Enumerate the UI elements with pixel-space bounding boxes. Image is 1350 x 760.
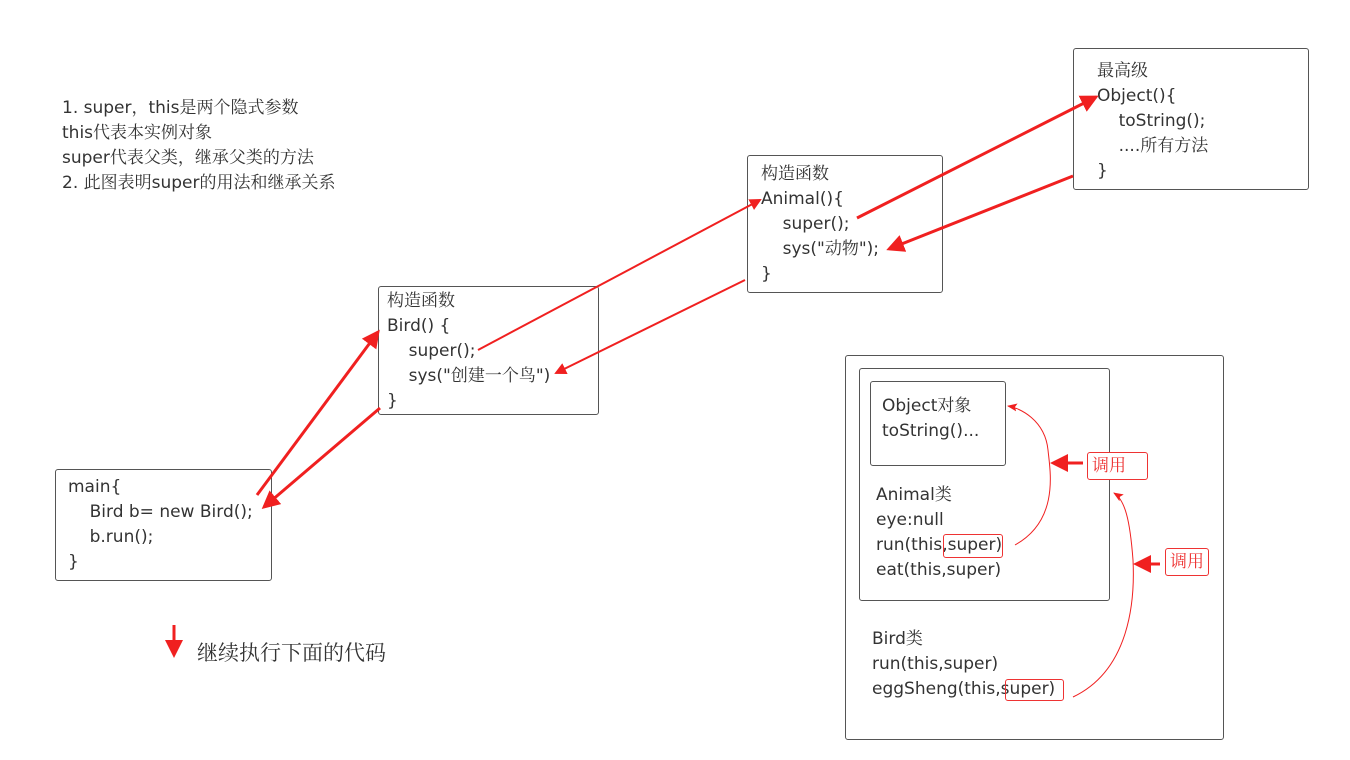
text-line: run(this,super) bbox=[872, 654, 999, 674]
call-arrow bbox=[478, 200, 760, 350]
code-line: 构造函数 bbox=[387, 291, 455, 311]
text-line: toString()... bbox=[882, 421, 980, 441]
code-line: super(); bbox=[761, 214, 850, 234]
code-line: 最高级 bbox=[1097, 61, 1148, 81]
call-curve bbox=[1008, 406, 1050, 545]
code-line: 构造函数 bbox=[761, 164, 829, 184]
code-line: } bbox=[1097, 161, 1108, 181]
text-line: Object对象 bbox=[882, 396, 972, 416]
code-line: super(); bbox=[387, 341, 476, 361]
text-line: run(this,super) bbox=[876, 535, 1003, 555]
call-curve bbox=[1073, 493, 1133, 697]
code-line: Animal(){ bbox=[761, 189, 844, 209]
text-line: eggSheng(this,super) bbox=[872, 679, 1056, 699]
code-line: Object(){ bbox=[1097, 86, 1177, 106]
return-arrow bbox=[264, 408, 380, 507]
call-arrow bbox=[857, 97, 1096, 218]
note-line: 2. 此图表明super的用法和继承关系 bbox=[62, 173, 336, 193]
code-line: main{ bbox=[68, 477, 122, 497]
note-line: this代表本实例对象 bbox=[62, 123, 213, 143]
text-line: eat(this,super) bbox=[876, 560, 1002, 580]
call-label: 调用 bbox=[1087, 452, 1148, 480]
code-line: } bbox=[387, 391, 398, 411]
text-line: eye:null bbox=[876, 510, 944, 530]
code-line: sys("创建一个鸟") bbox=[387, 366, 551, 386]
call-arrow bbox=[257, 332, 378, 495]
call-label: 调用 bbox=[1165, 548, 1209, 576]
note-line: super代表父类，继承父类的方法 bbox=[62, 148, 314, 168]
code-line: } bbox=[761, 264, 772, 284]
code-line: b.run(); bbox=[68, 527, 154, 547]
code-line: Bird() { bbox=[387, 316, 451, 336]
legend-text: 继续执行下面的代码 bbox=[197, 641, 386, 665]
note-line: 1. super，this是两个隐式参数 bbox=[62, 98, 299, 118]
code-line: sys("动物"); bbox=[761, 239, 880, 259]
code-line: Bird b= new Bird(); bbox=[68, 502, 253, 522]
code-line: } bbox=[68, 552, 79, 572]
text-line: Animal类 bbox=[876, 485, 952, 505]
code-line: ....所有方法 bbox=[1097, 136, 1209, 156]
code-line: toString(); bbox=[1097, 111, 1206, 131]
text-line: Bird类 bbox=[872, 629, 923, 649]
